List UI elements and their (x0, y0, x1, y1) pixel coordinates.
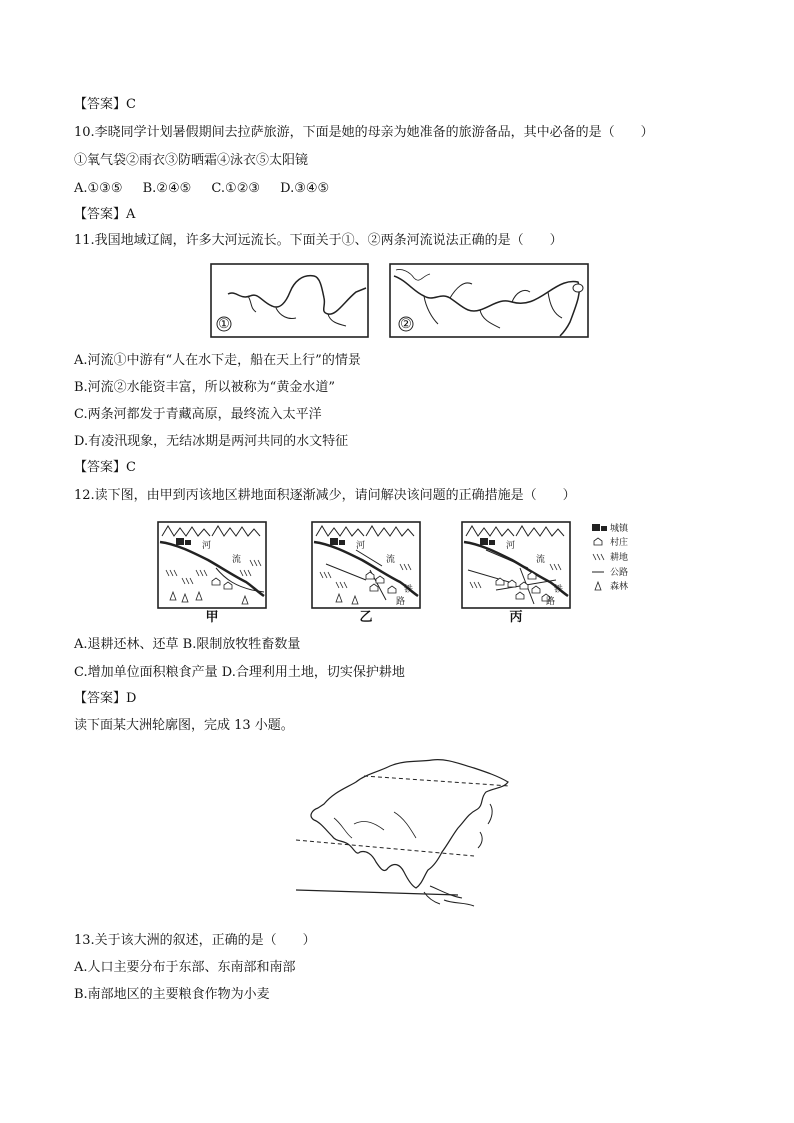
answer-q12 (74, 690, 136, 708)
legend-town: 城镇 (610, 524, 629, 534)
continent-outline-map (294, 752, 514, 917)
question-11-stem: 11.我国地域辽阔，许多大河远流长。下面关于①、②两条河流说法正确的是（ ） (74, 233, 563, 248)
legend-road: 公路 (610, 568, 629, 578)
svg-text:路: 路 (396, 597, 406, 607)
question-11-option-c: C.两条河都发于青藏高原，最终流入太平洋 (74, 407, 322, 422)
svg-text:流: 流 (386, 555, 396, 565)
panel-jia (158, 522, 266, 608)
answer-value: A (126, 207, 136, 222)
question-11-option-b: B.河流②水能资丰富，所以被称为“黄金水道” (74, 380, 335, 395)
land-use-figure (156, 520, 646, 624)
legend-village: 村庄 (610, 538, 629, 548)
panel-bing-caption: 丙 (509, 610, 523, 624)
answer-q11 (74, 459, 136, 477)
panel-yi-caption: 乙 (359, 610, 373, 624)
question-13-option-a: A.人口主要分布于东部、东南部和南部 (74, 960, 296, 975)
question-12-options-line1: A.退耕还林、还草 B.限制放牧牲畜数量 (74, 637, 301, 652)
svg-text:路: 路 (546, 597, 556, 607)
answer-prefix: 【答案】 (74, 207, 127, 222)
legend-farmland: 耕地 (610, 553, 629, 563)
answer-value: C (126, 460, 136, 475)
map-legend (592, 522, 629, 592)
answer-prefix: 【答案】 (74, 97, 127, 112)
option-d: D.③④⑤ (280, 181, 330, 196)
answer-prefix: 【答案】 (74, 691, 127, 706)
question-10-stem: 10.李晓同学计划暑假期间去拉萨旅游，下面是她的母亲为她准备的旅游备品，其中必备的是（ ） (74, 125, 654, 140)
answer-value: D (126, 691, 137, 706)
question-13-option-b: B.南部地区的主要粮食作物为小麦 (74, 987, 270, 1002)
river-map-2-label: ② (400, 317, 412, 332)
panel-yi (312, 522, 420, 608)
legend-forest: 森林 (610, 582, 629, 592)
answer-value: C (126, 97, 136, 112)
question-11-option-d: D.有凌汛现象，无结冰期是两河共同的水文特征 (74, 434, 349, 449)
answer-prefix: 【答案】 (74, 460, 127, 475)
svg-text:流: 流 (536, 555, 546, 565)
panel-jia-caption: 甲 (205, 610, 219, 624)
svg-text:流: 流 (232, 555, 242, 565)
equator-line (296, 890, 458, 895)
svg-text:铁: 铁 (554, 585, 564, 595)
answer-q10 (74, 206, 135, 224)
question-12-options-line2: C.增加单位面积粮食产量 D.合理利用土地，切实保护耕地 (74, 665, 405, 680)
option-a: A.①③⑤ (74, 181, 123, 196)
river-map-2-frame (390, 264, 588, 337)
svg-text:铁: 铁 (404, 585, 414, 595)
answer-q9 (74, 96, 136, 114)
panel-bing (462, 522, 570, 608)
option-c: C.①②③ (211, 181, 261, 196)
question-11-option-a: A.河流①中游有“人在水下走，船在天上行”的情景 (74, 353, 361, 368)
question-10-items: ①氧气袋②雨衣③防晒霜④泳衣⑤太阳镜 (74, 153, 309, 168)
question-13-intro: 读下面某大洲轮廓图，完成 13 小题。 (74, 718, 294, 733)
river-maps-figure (210, 262, 590, 340)
svg-text:河: 河 (202, 541, 212, 551)
svg-text:河: 河 (356, 541, 366, 551)
question-10-options (74, 180, 345, 198)
question-12-stem: 12.读下图，由甲到丙该地区耕地面积逐渐减少，请问解决该问题的正确措施是（ ） (74, 488, 576, 503)
option-b: B.②④⑤ (142, 181, 192, 196)
river-map-1-label: ① (218, 317, 230, 332)
question-13-stem: 13.关于该大洲的叙述，正确的是（ ） (74, 933, 316, 948)
svg-text:河: 河 (506, 541, 516, 551)
